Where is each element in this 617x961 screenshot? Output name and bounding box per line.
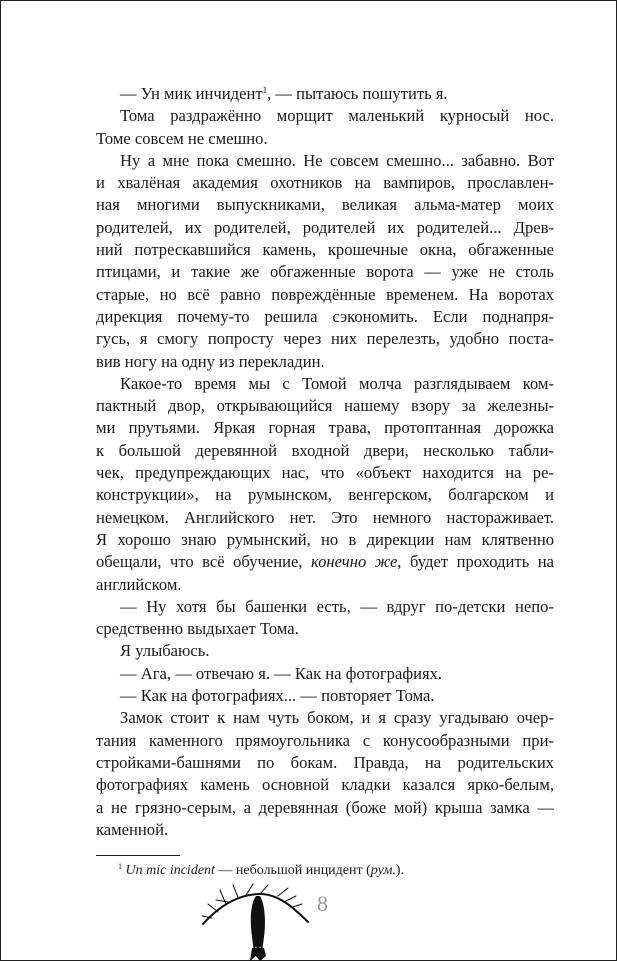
line-text: будет проходить на [401,552,554,572]
text-line [96,618,554,640]
line-text: тания каменного прямоугольника с конусообразными при- [96,730,554,750]
line-text: пактный двор, открывающийся нашему взору за железны- [96,396,554,416]
text-line [96,83,554,105]
text-line [96,774,554,796]
emphasis-text: конечно же, [310,552,402,572]
page-number: 8 [317,891,328,916]
text-line [96,395,554,417]
footnote-text: — небольшой инцидент ( [214,863,371,878]
footnote-mark: 1 [118,862,122,871]
text-line [96,685,554,707]
line-text: — Как на фотографиях... — повторяет Тома. [120,686,435,706]
text-line [96,150,554,172]
line-text: немецком. Английского нет. Это немного настораживает. [96,507,554,527]
text-line [96,105,554,127]
body-text [96,83,554,841]
line-text: , — пытаюсь пошутить я. [267,84,448,103]
line-text: — Ун мик инчидент [120,84,263,103]
line-text: птицами, и такие же обгаженные ворота — уже не столь [96,262,554,282]
line-text: гусь, я смогу попросту через них перелезть, удобно поста- [96,329,554,349]
line-text: ми прутьями. Яркая горная трава, протоптанная дорожка [96,418,554,438]
text-line [96,551,554,573]
line-text: ний потрескавшийся камень, крошечные окна, обгаженные [96,240,554,260]
line-text: ная многими выпускниками, великая альма-матер моих [96,195,554,215]
text-line [96,707,554,729]
line-text: Я улыбаюсь. [120,641,210,661]
line-text: чек, предупреждающих нас, что «объект находится на ре- [96,463,554,483]
line-text: средственно выдыхает Тома. [96,619,299,639]
text-line [96,328,554,350]
line-text: — Ага, — отвечаю я. — Как на фотографиях. [120,663,443,683]
line-text: Замок стоит к нам чуть боком, и я сразу угадываю очер- [120,708,554,728]
line-text: Я хорошо знаю румынский, но в дирекции нам клятвенно [96,529,554,549]
line-text: обещали, что всё обучение, [96,552,311,572]
text-line [96,440,554,462]
text-line [96,462,554,484]
text-line [96,507,554,529]
line-text: вив ногу на одну из перекладин. [96,351,325,371]
line-text: Ну а мне пока смешно. Не совсем смешно... забавно. Вот [120,150,554,170]
text-line [96,194,554,216]
footnote [118,862,404,879]
footnote-close: ). [395,863,405,878]
line-text: а не грязно-серым, а деревянная (боже мой) крыша замка — [96,797,554,817]
line-text: фотографиях камень основной кладки казался ярко-белым, [96,775,554,795]
text-line [96,574,554,596]
footnote-divider [96,855,180,856]
text-line [96,306,554,328]
line-text: родителей, их родителей, родителей их родителей... Древ- [96,217,554,237]
line-text: и хвалёная академия охотников на вампиров, прославлен- [96,173,554,193]
text-line [96,752,554,774]
line-text: стройками-башнями по бокам. Правда, на родительских [96,752,554,772]
text-line [96,663,554,685]
text-line [96,417,554,439]
text-line [96,596,554,618]
line-text: — Ну хотя бы башенки есть, — вдруг по-детски непо- [120,596,554,616]
text-line [96,261,554,283]
text-line [96,819,554,841]
text-line [96,797,554,819]
line-text: Томе совсем не смешно. [96,128,268,148]
bat-on-branch-icon [198,882,313,961]
line-text: конструкции», на румынском, венгерском, болгарском и [96,485,554,505]
text-line [96,373,554,395]
text-line [96,128,554,150]
text-line [96,351,554,373]
text-line [96,284,554,306]
footnote-reference: 1 [262,85,268,95]
line-text: к большой деревянной входной двери, несколько табли- [96,440,554,460]
text-line [96,640,554,662]
text-line [96,730,554,752]
footnote-term: Un mic incident [125,863,215,878]
line-text: каменной. [96,819,169,839]
line-text: Тома раздражённо морщит маленький курносый нос. [120,106,554,126]
line-text: старые, но всё равно повреждённые временем. На воротах [96,284,554,304]
text-line [96,484,554,506]
line-text: дирекция почему-то решила сэкономить. Если поднапря- [96,306,554,326]
text-line [96,529,554,551]
footnote-lang: рум. [370,863,396,878]
text-line [96,172,554,194]
line-text: английском. [96,574,182,594]
text-line [96,217,554,239]
text-line [96,239,554,261]
line-text: Какое-то время мы с Томой молча разглядываем ком- [120,373,554,393]
